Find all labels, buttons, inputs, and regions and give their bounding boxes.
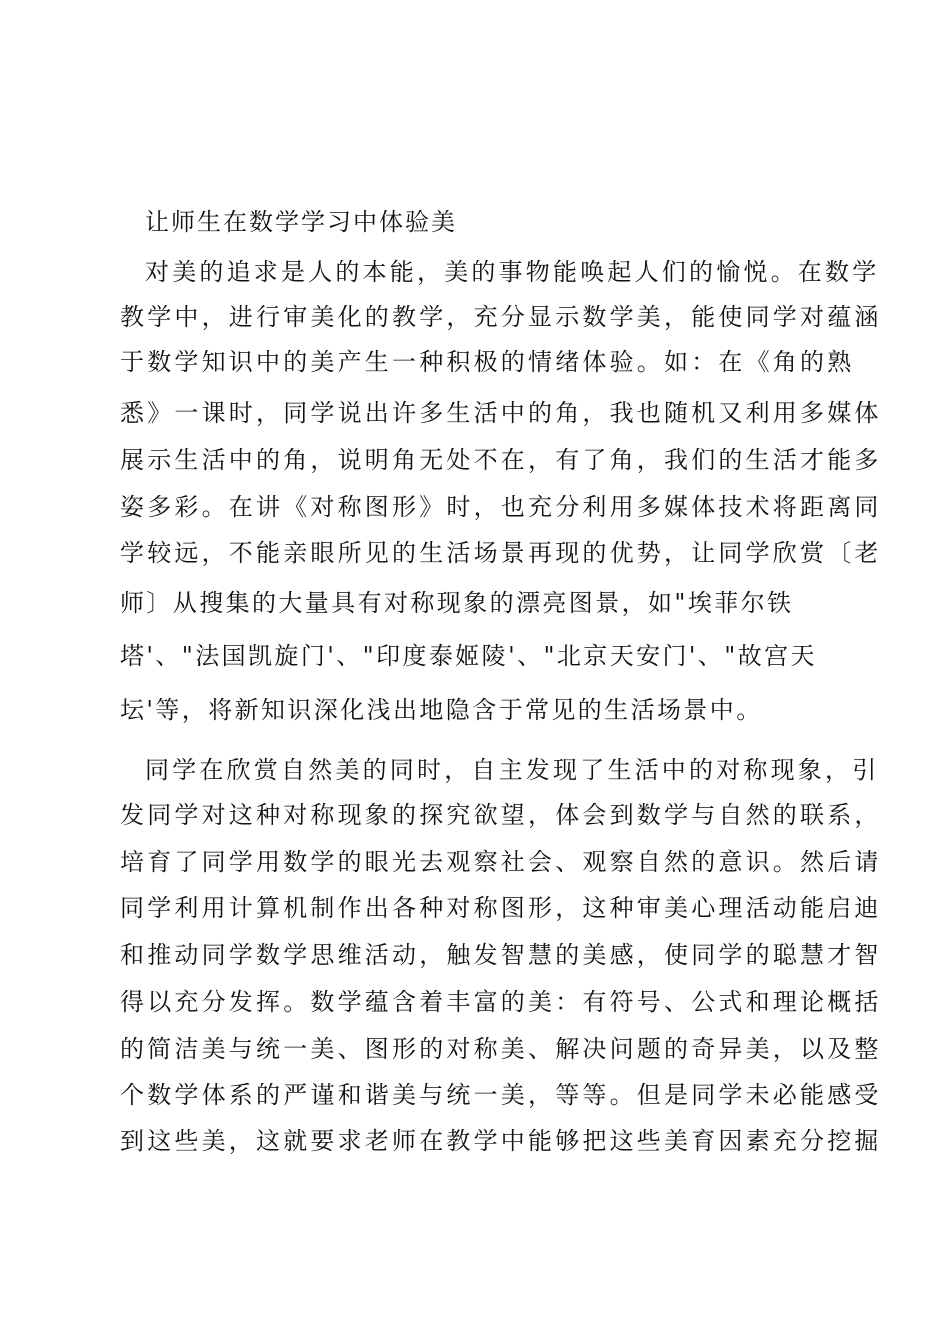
paragraph-line: 对美的追求是人的本能，美的事物能唤起人们的愉悦。在数学 [145,258,880,286]
paragraph-line: 同学利用计算机制作出各种对称图形，这种审美心理活动能启迪 [120,894,882,922]
paragraph-line: 到这些美，这就要求老师在教学中能够把这些美育因素充分挖掘 [120,1127,882,1155]
paragraph-line: 悉》一课时，同学说出许多生活中的角，我也随机又利用多媒体 [120,399,882,427]
paragraph-line: 学较远，不能亲眼所见的生活场景再现的优势，让同学欣赏〔老 [120,539,882,567]
paragraph-line: 同学在欣赏自然美的同时，自主发现了生活中的对称现象，引 [145,756,880,784]
paragraph-line: 坛'等，将新知识深化浅出地隐含于常见的生活场景中。 [120,696,763,724]
paragraph-line: 和推动同学数学思维活动，触发智慧的美感，使同学的聪慧才智 [120,941,882,969]
page-title: 让师生在数学学习中体验美 [145,208,457,236]
paragraph-line: 的简洁美与统一美、图形的对称美、解决问题的奇异美，以及整 [120,1035,882,1063]
paragraph-line: 塔'、"法国凯旋门'、"印度泰姬陵'、"北京天安门'、"故宫天 [120,642,817,670]
paragraph-line: 个数学体系的严谨和谐美与统一美，等等。但是同学未必能感受 [120,1081,882,1109]
paragraph-line: 培育了同学用数学的眼光去观察社会、观察自然的意识。然后请 [120,848,882,876]
paragraph-line: 姿多彩。在讲《对称图形》时，也充分利用多媒体技术将距离同 [120,493,882,521]
paragraph-line: 教学中，进行审美化的教学，充分显示数学美，能使同学对蕴涵 [120,303,882,331]
paragraph-line: 发同学对这种对称现象的探究欲望，体会到数学与自然的联系， [120,801,882,829]
paragraph-line: 于数学知识中的美产生一种积极的情绪体验。如：在《角的熟 [120,348,855,376]
paragraph-line: 得以充分发挥。数学蕴含着丰富的美：有符号、公式和理论概括 [120,988,882,1016]
paragraph-line: 师〕从搜集的大量具有对称现象的漂亮图景，如"埃菲尔铁 [120,589,794,617]
paragraph-line: 展示生活中的角，说明角无处不在，有了角，我们的生活才能多 [120,446,882,474]
